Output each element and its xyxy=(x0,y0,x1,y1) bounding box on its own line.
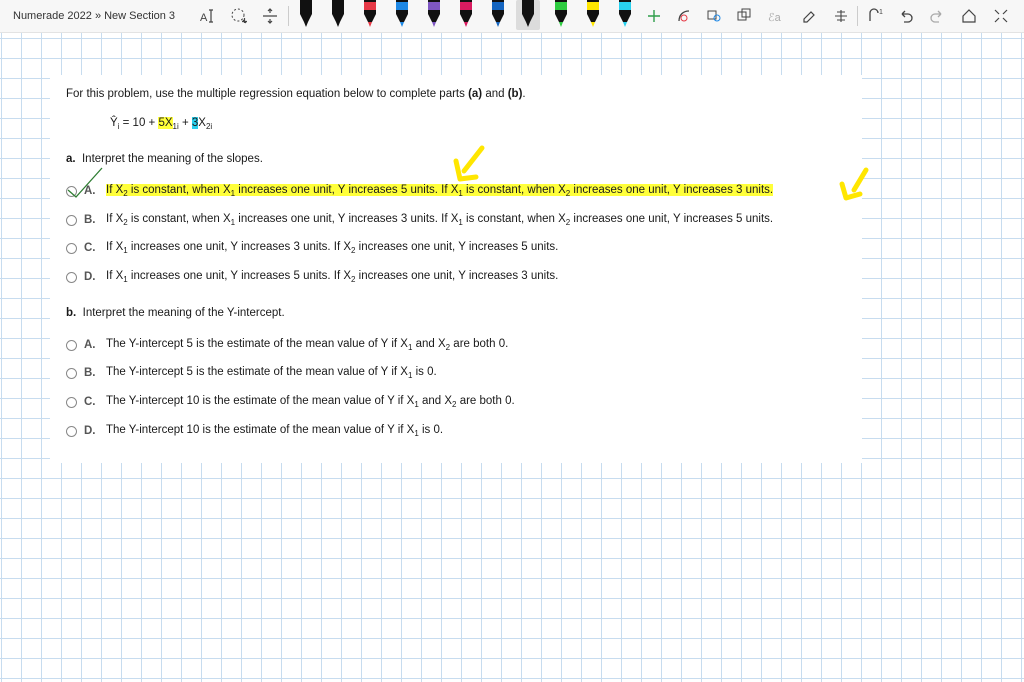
text-select-icon[interactable] xyxy=(197,5,219,27)
option-b-C[interactable]: C. The Y-intercept 10 is the estimate of the mean value of Y if $X_1$ and $X_2$ are both 0. xyxy=(66,395,515,409)
option-text: The Y-intercept 5 is the estimate of the mean value of Y if $X_1$ is 0. xyxy=(106,366,437,380)
option-text: The Y-intercept 10 is the estimate of the mean value of Y if $X_1$ is 0. xyxy=(106,424,444,438)
pen-9-icon[interactable] xyxy=(553,0,569,30)
pen-7-icon[interactable] xyxy=(490,0,506,30)
undo-icon[interactable] xyxy=(895,5,917,27)
ink-to-shape-icon[interactable] xyxy=(673,5,695,27)
add-pen-icon[interactable] xyxy=(643,5,665,27)
pen-1-icon[interactable] xyxy=(298,0,314,30)
pen-6-icon[interactable] xyxy=(458,0,474,30)
redo-icon[interactable] xyxy=(926,5,948,27)
ink-to-math-icon[interactable] xyxy=(765,5,787,27)
pen-10-icon[interactable] xyxy=(585,0,601,30)
lasso-select-icon[interactable] xyxy=(228,5,250,27)
regression-equation: $Ŷ_i = 10 + 5X_{1i} + 3X_{2i}$ xyxy=(110,117,213,131)
ruler-icon[interactable] xyxy=(830,5,852,27)
part-a-prompt: a. Interpret the meaning of the slopes. xyxy=(66,153,263,165)
pen-11-icon[interactable] xyxy=(617,0,633,30)
pen-8-icon[interactable] xyxy=(516,0,540,30)
ink-to-text-icon[interactable] xyxy=(703,5,725,27)
ribbon-toolbar xyxy=(0,0,1024,33)
radio-button[interactable] xyxy=(66,243,77,254)
yellow-arrow-ink xyxy=(450,145,490,187)
toolbar-divider xyxy=(857,6,858,26)
option-text: The Y-intercept 5 is the estimate of the mean value of Y if $X_1$ and $X_2$ are both 0. xyxy=(106,338,509,352)
slope-2-highlight: 3 xyxy=(191,117,199,129)
svg-text:A: A xyxy=(200,12,208,24)
radio-button[interactable] xyxy=(66,397,77,408)
notebook-breadcrumb[interactable]: Numerade 2022 » New Section 3 xyxy=(13,10,176,22)
option-text: If $X_1$ increases one unit, Y increases 3 units. If $X_2$ increases one unit, Y increases 5 units. xyxy=(106,241,559,255)
replay-icon[interactable] xyxy=(864,5,886,27)
svg-text:ℰa: ℰa xyxy=(768,12,781,24)
radio-button[interactable] xyxy=(66,340,77,351)
option-text: If $X_2$ is constant, when $X_1$ increases one unit, Y increases 3 units. If $X_1$ is constant, when $X_2$ increases one unit, Y increases 5 units. xyxy=(106,213,774,227)
option-a-C[interactable]: C. If $X_1$ increases one unit, Y increases 3 units. If $X_2$ increases one unit, Y increases 5 units. xyxy=(66,241,558,255)
toolbar-divider xyxy=(288,6,289,26)
radio-button[interactable] xyxy=(66,368,77,379)
pen-5-icon[interactable] xyxy=(426,0,442,30)
option-text: If $X_1$ increases one unit, Y increases 5 units. If $X_2$ increases one unit, Y increases 3 units. xyxy=(106,270,559,284)
yellow-arrow-ink xyxy=(836,166,874,202)
fullscreen-icon[interactable] xyxy=(990,5,1012,27)
option-text: The Y-intercept 10 is the estimate of the mean value of Y if $X_1$ and $X_2$ are both 0. xyxy=(106,395,515,409)
option-b-B[interactable]: B. The Y-intercept 5 is the estimate of the mean value of Y if $X_1$ is 0. xyxy=(66,366,437,380)
replay-badge: 1 xyxy=(879,9,883,16)
option-b-D[interactable]: D. The Y-intercept 10 is the estimate of the mean value of Y if $X_1$ is 0. xyxy=(66,424,443,438)
pen-3-icon[interactable] xyxy=(362,0,378,30)
share-icon[interactable] xyxy=(958,5,980,27)
pen-4-icon[interactable] xyxy=(394,0,410,30)
slope-1-highlight: 5 xyxy=(158,117,165,129)
option-text: If $X_2$ is constant, when $X_1$ increases one unit, Y increases 5 units. If $X_1$ is constant, when $X_2$ increases one unit, Y increases 3 units. xyxy=(106,184,774,198)
green-checkmark-ink xyxy=(62,164,112,200)
insert-space-icon[interactable] xyxy=(259,5,281,27)
radio-button[interactable] xyxy=(66,215,77,226)
option-a-A[interactable]: A. If $X_2$ is constant, when $X_1$ increases one unit, Y increases 5 units. If $X_1$ is constant, when $X_2$ increases one unit, Y increases 3 units. xyxy=(66,184,773,198)
radio-button[interactable] xyxy=(66,426,77,437)
option-a-B[interactable]: B. If $X_2$ is constant, when $X_1$ increases one unit, Y increases 3 units. If $X_1$ is constant, when $X_2$ increases one unit, Y increases 5 units. xyxy=(66,213,773,227)
pen-2-icon[interactable] xyxy=(330,0,346,30)
part-b-prompt: b. Interpret the meaning of the Y-intercept. xyxy=(66,307,285,319)
problem-intro: For this problem, use the multiple regression equation below to complete parts (a) and (b). xyxy=(66,88,526,100)
eraser-icon[interactable] xyxy=(798,5,820,27)
option-b-A[interactable]: A. The Y-intercept 5 is the estimate of the mean value of Y if $X_1$ and $X_2$ are both 0. xyxy=(66,338,508,352)
radio-button[interactable] xyxy=(66,272,77,283)
option-a-D[interactable]: D. If $X_1$ increases one unit, Y increases 5 units. If $X_2$ increases one unit, Y increases 3 units. xyxy=(66,270,558,284)
lasso-icon[interactable] xyxy=(733,5,755,27)
